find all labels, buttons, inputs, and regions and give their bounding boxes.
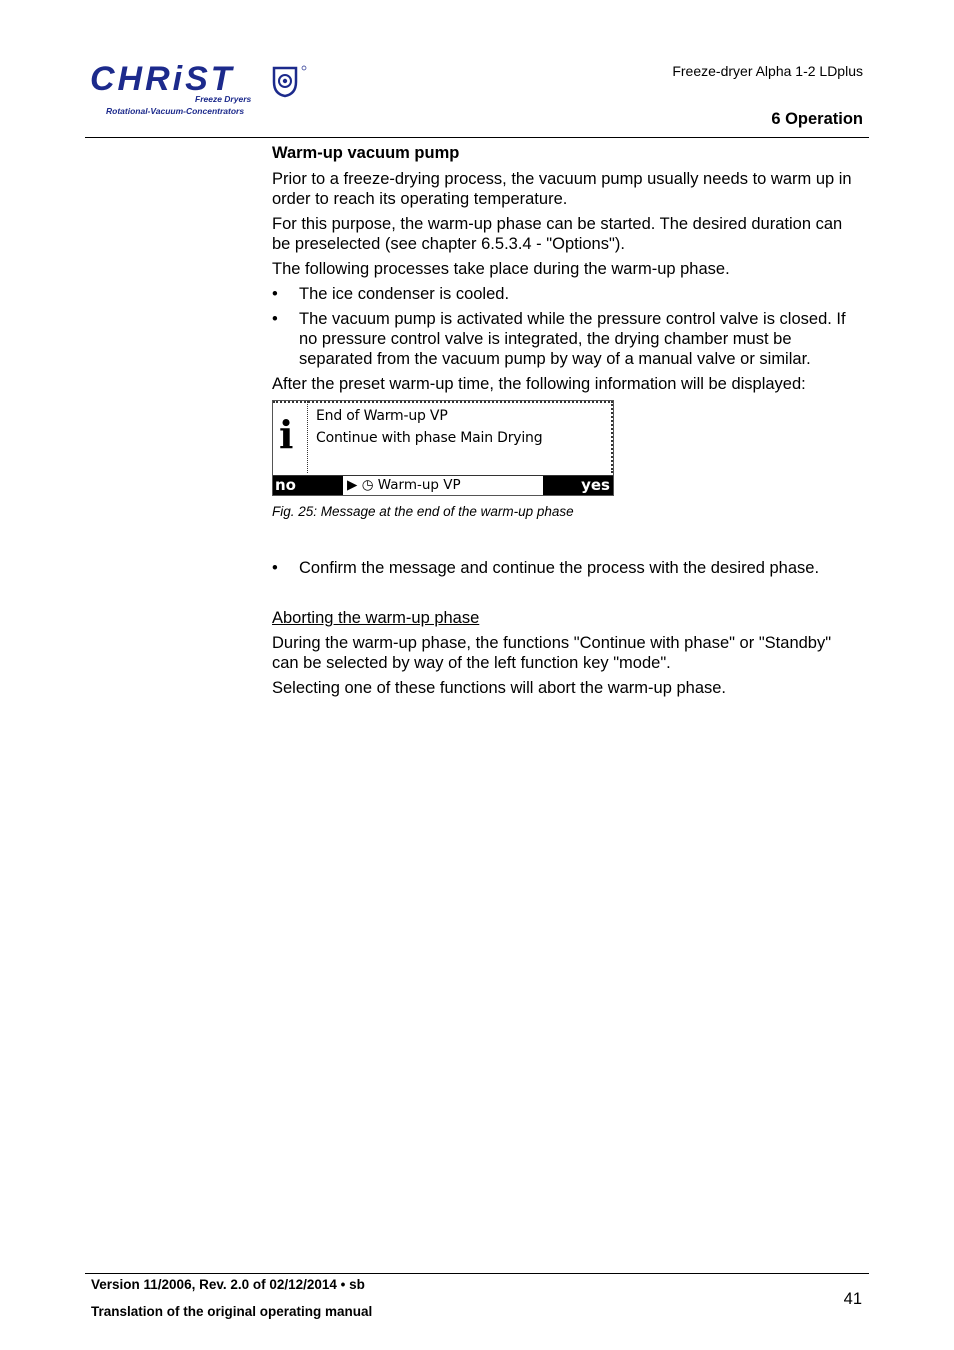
display-message-line2: Continue with phase Main Drying [316, 430, 543, 446]
logo-tagline-concentrators: Rotational-Vacuum-Concentrators [106, 106, 245, 116]
no-softkey[interactable]: no [273, 476, 343, 495]
clock-icon: ◷ [361, 477, 374, 493]
christ-emblem-icon [274, 66, 306, 96]
figure-caption: Fig. 25: Message at the end of the warm-up phase [272, 504, 574, 519]
paragraph-processes: The following processes take place during the warm-up phase. [272, 260, 730, 278]
logo-text: CHRiST [90, 60, 235, 98]
footer-translation-note: Translation of the original operating manual [91, 1304, 373, 1319]
play-icon: ▶ [347, 477, 358, 493]
list-item-text: The ice condenser is cooled. [299, 285, 510, 303]
section-heading: Warm-up vacuum pump [272, 144, 460, 162]
yes-softkey[interactable]: yes [543, 476, 613, 495]
list-item [272, 284, 862, 304]
chapter-title: 6 Operation [771, 110, 863, 128]
paragraph-abort-functions: During the warm-up phase, the functions "Continue with phase" or "Standby" can be selected by way of the left function key "mode". [272, 634, 832, 672]
document-title: Freeze-dryer Alpha 1-2 LDplus [672, 63, 863, 79]
display-message-line1: End of Warm-up VP [316, 408, 448, 424]
list-item-text: Confirm the message and continue the process with the desired phase. [299, 559, 820, 577]
bullet-icon: • [272, 310, 278, 328]
header-rule [85, 137, 869, 138]
list-item-text: The vacuum pump is activated while the pressure control valve is closed. If no pressure control valve is integrated, the drying chamber must be separated from the vacuum pump by way of a manual valve or similar. [299, 310, 846, 368]
info-box [273, 401, 308, 473]
footer-rule [85, 1273, 869, 1274]
paragraph-intro: Prior to a freeze-drying process, the vacuum pump usually needs to warm up in order to reach its operating temperature. [272, 170, 852, 208]
info-icon: i [279, 412, 294, 457]
screen-top-border [273, 401, 613, 403]
display-message-screen [272, 400, 614, 496]
page-number: 41 [843, 1290, 862, 1308]
main-content [272, 143, 862, 703]
screen-right-border [611, 401, 613, 473]
bullet-icon: • [272, 285, 278, 303]
bullet-icon: • [272, 559, 278, 577]
paragraph-purpose: For this purpose, the warm-up phase can be started. The desired duration can be preselected (see chapter 6.5.3.4 - "Options"). [272, 215, 843, 253]
paragraph-display-intro: After the preset warm-up time, the following information will be displayed: [272, 375, 806, 393]
list-item [272, 558, 862, 578]
display-status [347, 476, 461, 495]
footer-version: Version 11/2006, Rev. 2.0 of 02/12/2014 • sb [91, 1277, 365, 1292]
abort-heading: Aborting the warm-up phase [272, 609, 480, 627]
status-text: Warm-up VP [377, 477, 461, 493]
list-item [272, 309, 862, 369]
paragraph-abort-result: Selecting one of these functions will abort the warm-up phase. [272, 679, 727, 697]
logo-tagline-freeze-dryers: Freeze Dryers [195, 94, 252, 104]
